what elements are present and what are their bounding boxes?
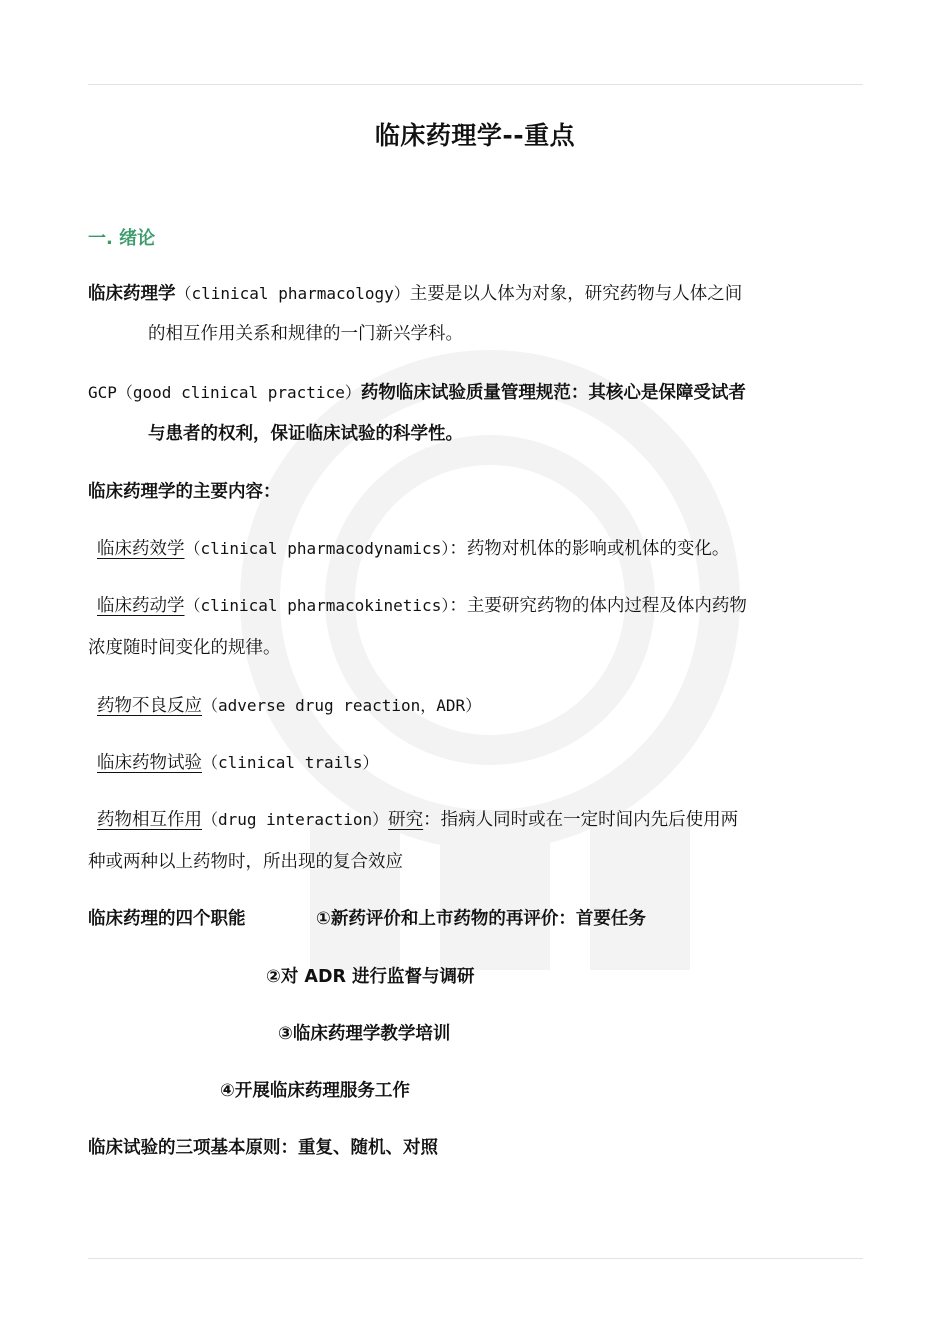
section-heading-intro: 一. 绪论 [88,228,156,249]
interaction-term: 药物相互作用 [97,810,202,830]
gcp-line-1 [88,381,746,405]
gcp-abbr: GCP [88,383,117,402]
definition-english: （clinical pharmacology） [175,284,410,303]
page-title: 临床药理学--重点 [374,121,576,150]
definition-text-2: 的相互作用关系和规律的一门新兴学科。 [148,324,463,344]
definition-line-2 [148,322,463,346]
adr-english: （adverse drug reaction，ADR） [202,696,482,715]
interaction-term-2: 研究 [388,810,424,830]
watermark-logo [190,350,790,990]
adr-line [97,694,481,718]
interaction-desc-2: 种或两种以上药物时，所出现的复合效应 [88,852,403,872]
function-2: ②对 ADR 进行监督与调研 [266,967,475,987]
pk-line-2 [88,636,281,660]
definition-term: 临床药理学 [88,284,176,304]
gcp-english: （good clinical practice） [116,383,361,402]
pd-line [97,537,729,561]
definition-text-1: 主要是以人体为对象，研究药物与人体之间 [409,284,743,304]
adr-term: 药物不良反应 [97,696,202,716]
function-4: ④开展临床药理服务工作 [220,1081,410,1101]
function-3: ③临床药理学教学培训 [278,1024,451,1044]
interaction-line-1 [97,808,738,832]
interaction-desc-1: ：指病人同时或在一定时间内先后使用两 [423,810,739,830]
trial-term: 临床药物试验 [97,753,202,773]
functions-label: 临床药理的四个职能 [88,909,246,929]
gcp-text-2: 与患者的权利，保证临床试验的科学性。 [148,424,463,444]
top-divider [88,84,863,85]
pk-term: 临床药动学 [97,596,185,616]
pk-desc-1: ：主要研究药物的体内过程及体内药物 [449,596,747,616]
pk-english: （clinical pharmacokinetics） [184,596,450,615]
pk-line-1 [97,594,747,618]
trial-english: （clinical trails） [202,753,379,772]
pd-desc: ：药物对机体的影响或机体的变化。 [449,539,730,559]
principles-line: 临床试验的三项基本原则：重复、随机、对照 [88,1138,438,1158]
pk-desc-2: 浓度随时间变化的规律。 [88,638,281,658]
interaction-line-2 [88,850,403,874]
bottom-divider [88,1258,863,1259]
gcp-line-2 [148,422,463,446]
trial-line [97,751,379,775]
interaction-english: （drug interaction） [202,810,389,829]
main-content-heading: 临床药理学的主要内容： [88,482,281,502]
pd-english: （clinical pharmacodynamics） [184,539,450,558]
definition-line-1 [88,282,742,306]
function-1: ①新药评价和上市药物的再评价：首要任务 [316,909,646,929]
pd-term: 临床药效学 [97,539,185,559]
gcp-text-1: 药物临床试验质量管理规范：其核心是保障受试者 [360,383,746,403]
